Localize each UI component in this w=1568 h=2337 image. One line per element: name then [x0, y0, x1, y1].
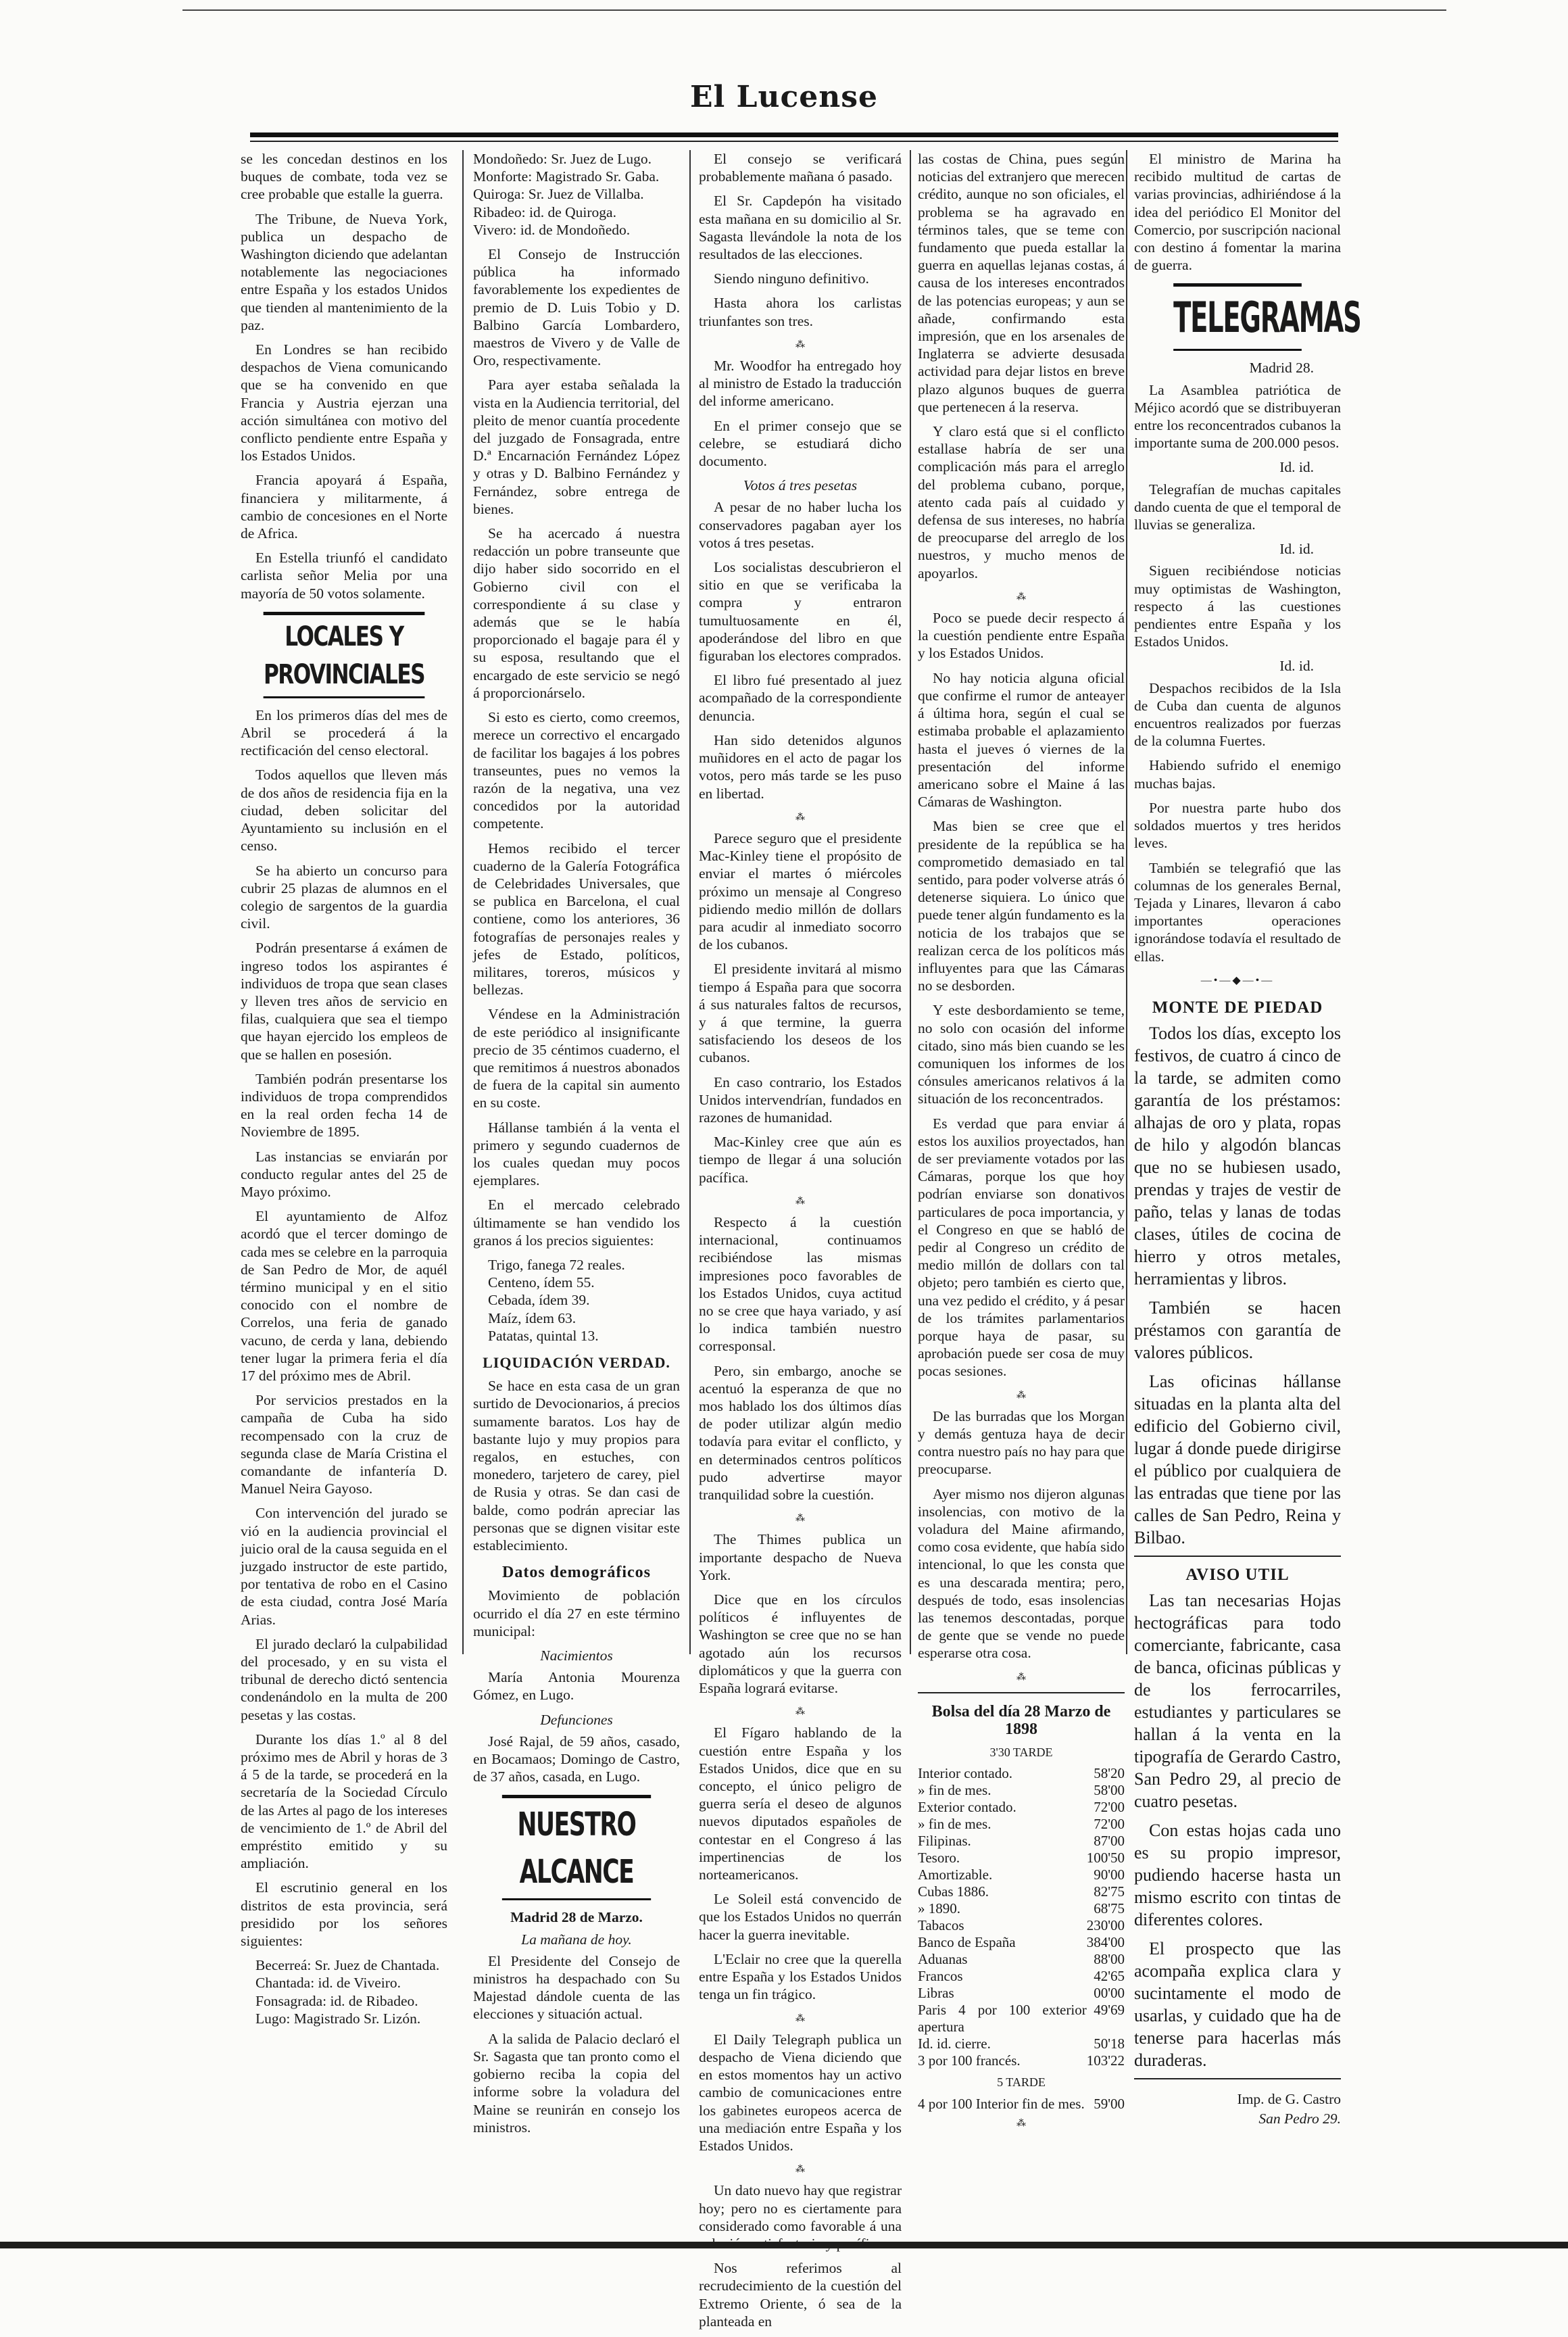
masthead-rule-thin	[250, 141, 1338, 142]
bolsa-table	[918, 1765, 1125, 2069]
paragraph: El Daily Telegraph publica un despacho de Viena diciendo que en estos momentos hay un activo cambio de comunicaciones entre los gabinetes europeos acerca de una mediación entre España y los Estados Unidos.	[699, 2031, 902, 2154]
paragraph: Todos los días, excepto los festivos, de cuatro á cinco de la tarde, se admiten como garantía de los préstamos: alhajas de oro y plata, ropas de hilo y algodón blancas que no se hubiesen usado, prendas y trajes de vestir de paño, telas y lanas de todas clases, útiles de cocina de hierro y otros metales, herramientas y libros.	[1134, 1023, 1341, 1289]
bolsa-label: Francos	[918, 1968, 963, 1985]
ornament: ⁂	[795, 2013, 805, 2024]
paragraph: Despachos recibidos de la Isla de Cuba dan cuenta de algunos encuentros realizados por fuerzas de la columna Fuertes.	[1134, 679, 1341, 750]
paragraph: Las tan necesarias Hojas hectográficas para todo comerciante, fabricante, casa de banca, oficinas públicas y de los ferrocarriles, estudiantes y particulares se hallan á la venta en la tipografía de Gerardo Castro, San Pedro 29, al precio de cuatro pesetas.	[1134, 1591, 1341, 1812]
paragraph: Durante los días 1.º al 8 del próximo mes de Abril y horas de 3 á 5 de la tarde, se procederá en la secretaría de la Sociedad Círculo de las Artes al pago de los intereses de vencimiento de 1.º de Abril del empréstito emitido y su ampliación.	[241, 1731, 447, 1872]
paragraph: Le Soleil está convencido de que los Estados Unidos no querrán hacer la guerra inevitable.	[699, 1891, 902, 1943]
paragraph: Respecto á la cuestión internacional, continuamos recibiéndose las mismas impresiones poco favorables de los Estados Unidos, cuya actitud no se cree que haya variado, y así lo indica también nuestro corresponsal.	[699, 1213, 902, 1355]
paragraph: Todos aquellos que lleven más de dos años de residencia fija en la ciudad, deben solicitar del Ayuntamiento su inclusión en el censo.	[241, 767, 447, 854]
section-heading-telegramas: TELEGRAMAS	[1173, 283, 1302, 351]
table-row	[918, 1816, 1125, 1833]
list-item: Monforte: Magistrado Sr. Gaba.	[473, 168, 660, 185]
paragraph: Dice que en los círculos políticos é influyentes de Washington se cree que no se han agotado aún los recursos diplomáticos y que la guerra con España logrará evitarse.	[699, 1591, 902, 1697]
paper-smudge	[716, 2109, 764, 2134]
ornament: ⁂	[1016, 2118, 1026, 2129]
bolsa-label: » fin de mes.	[918, 1782, 991, 1799]
paragraph: Se ha abierto un concurso para cubrir 25 plazas de alumnos en el colegio de sargentos de la guardia civil.	[241, 862, 447, 932]
paragraph: Se ha acercado á nuestra redacción un pobre transeunte que dijo haber sido socorrido en el Gobierno civil con el correspondiente á su clase y además que se le había proporcionado el bagaje para él y su esposa, resultando que el encargado de este servicio se negó á proporcionárselo.	[473, 525, 680, 701]
paragraph: Poco se puede decir respecto á la cuestión pendiente entre España y los Estados Unidos.	[918, 610, 1125, 662]
column-5	[1134, 150, 1361, 2131]
paragraph: Parece seguro que el presidente Mac-Kinley tiene el propósito de enviar el martes ó miércoles próximo un mensaje al Congreso pidiendo medio millón de dollars para acudir al inmediato socorro de los cubanos.	[699, 829, 902, 953]
list-item: Mondoñedo: Sr. Juez de Lugo.	[473, 151, 652, 167]
heading-liquidacion: LIQUIDACIÓN VERDAD.	[483, 1354, 670, 1371]
paragraph: Podrán presentarse á exámen de ingreso todos los aspirantes é individuos de tropa que sean clases y lleven tres años de servicio en filas, cualquiera que sea el tiempo que hayan ejercido los empleos de que se hallen en posesión.	[241, 940, 447, 1063]
paragraph: Para ayer estaba señalada la vista en la Audiencia territorial, del pleito de menor cuantía procedente del juzgado de Fonsagrada, entre D.ª Encarnación Fernández López y otras y D. Balbino Fernández y Fernández, sobre entrega de bienes.	[473, 377, 680, 517]
paragraph: Con intervención del jurado se vió en la audiencia provincial el juicio oral de la causa seguida en el juzgado instructor de este partido, por tentativa de robo en el Casino de esta ciudad, contra José María Arias.	[241, 1505, 447, 1628]
list-item: Vivero: id. de Mondoñedo.	[473, 221, 631, 238]
bolsa-value: 88'00	[1094, 1951, 1125, 1968]
paragraph: The Thimes publica un importante despacho de Nueva York.	[699, 1531, 902, 1583]
ornament: ⁂	[1016, 1672, 1026, 1683]
dateline: Madrid 28.	[1249, 360, 1314, 377]
paragraph: Hemos recibido el tercer cuaderno de la Galería Fotográfica de Celebridades Universales, que se publica en Barcelona, el cual contiene, como los anteriores, 36 fotografías de personajes reales y jefes de Estado, políticos, militares, toreros, músicos y bellezas.	[473, 840, 680, 998]
table-row	[918, 2035, 1125, 2052]
paragraph: En Londres se han recibido despachos de Viena comunicando que se ha convenido en que Francia y Austria ejerzan una acción simultánea con motivo del conflicto pendiente entre España y los Estados Unidos.	[241, 341, 447, 464]
paragraph: En caso contrario, los Estados Unidos intervendrían, fundados en razones de humanidad.	[699, 1074, 902, 1126]
ornament-divider: —•—◆—•—	[1200, 974, 1275, 986]
bolsa-label: Tabacos	[918, 1917, 964, 1934]
list-item: Lugo: Magistrado Sr. Lizón.	[255, 2010, 421, 2027]
bolsa-value: 82'75	[1094, 1883, 1125, 1900]
printer-credit: Imp. de G. Castro	[1237, 2091, 1341, 2108]
bolsa-value: 68'75	[1094, 1900, 1125, 1917]
subheading-nacimientos: Nacimientos	[540, 1647, 613, 1664]
list-item: Ribadeo: id. de Quiroga.	[473, 203, 616, 220]
table-row	[918, 1883, 1125, 1900]
table-row	[918, 2002, 1125, 2035]
paragraph: Si esto es cierto, como creemos, merece un correctivo el encargado de facilitar los bagajes á los pobres transeuntes, pues no vemos la razón de la negativa, una vez concedidos por la autoridad competente.	[473, 709, 680, 832]
paragraph: La Asamblea patriótica de Méjico acordó que se distribuyeran entre los reconcentrados cubanos la importante suma de 200.000 pesos.	[1134, 381, 1341, 452]
paragraph: El Presidente del Consejo de ministros ha despachado con Su Majestad dándole cuenta de las elecciones y situación actual.	[473, 1952, 680, 2023]
table-row	[918, 1866, 1125, 1883]
paragraph: Con estas hojas cada uno es su propio impresor, pudiendo hacerse hasta un mismo escrito con tintas de diferentes colores.	[1134, 1821, 1341, 1930]
paragraph: Mas bien se cree que el presidente de la república se ha comprometido demasiado en tal sentido, para poder volverse atrás ó detenerse siquiera. Lo único que puede tener algún fundamento es la noticia de los trabajos que se realizan cerca de los políticos más influyentes para que las Cámaras no se desborden.	[918, 818, 1125, 994]
ornament: ⁂	[1016, 592, 1026, 602]
column-2	[473, 150, 680, 2143]
paragraph: Se hace en esta casa de un gran surtido de Devocionarios, á precios sumamente baratos. Los hay de bastante lujo y muy propios para regalos, en estuches, con monedero, tarjetero de carey, piel de Rusia y otras. Se dan casi de balde, como podrán apreciar las personas que se dignen visitar este establecimiento.	[473, 1378, 680, 1554]
paragraph: El Consejo de Instrucción pública ha informado favorablemente los expedientes de premio de D. Luis Tobio y D. Balbino García Lombardero, maestros de Vivero y de Valle de Oro, respectivamente.	[473, 246, 680, 369]
paragraph: Y claro está que si el conflicto estallase habría de ser una complicación más para el arreglo del problema cubano, porque, atento cada país al cuidado y defensa de sus intereses, no habría de preocuparse del arreglo de los nuestros, y mucho menos de apoyarlos.	[918, 423, 1125, 581]
paragraph: Por servicios prestados en la campaña de Cuba ha sido recompensado con la cruz de segunda clase de María Cristina el comandante de infantería D. Manuel Neira Gayoso.	[241, 1392, 447, 1497]
bolsa-label: 3 por 100 francés.	[918, 2052, 1021, 2069]
ornament: ⁂	[795, 1707, 805, 1718]
paragraph: Siguen recibiéndose noticias muy optimistas de Washington, respecto á las cuestiones pendientes entre España y los Estados Unidos.	[1134, 562, 1341, 650]
paragraph: Hasta ahora los carlistas triunfantes son tres.	[699, 295, 902, 329]
bolsa-value: 72'00	[1094, 1816, 1125, 1833]
bolsa-value: 58'20	[1094, 1765, 1125, 1782]
paragraph: Mr. Woodfor ha entregado hoy al ministro de Estado la traducción del informe americano.	[699, 358, 902, 410]
table-row	[918, 1782, 1125, 1799]
bolsa-label: Tesoro.	[918, 1850, 960, 1866]
ornament: ⁂	[795, 339, 805, 350]
bolsa-time-label: 3'30 TARDE	[989, 1745, 1053, 1760]
bolsa-label: Cubas 1886.	[918, 1883, 989, 1900]
paragraph: Telegrafían de muchas capitales dando cuenta de que el temporal de lluvias se generaliza.	[1134, 481, 1341, 533]
paragraph: En Estella triunfó el candidato carlista señor Melia por una mayoría de 50 votos solamente.	[241, 550, 447, 602]
paragraph: María Antonia Mourenza Gómez, en Lugo.	[473, 1669, 680, 1704]
table-row	[918, 1765, 1125, 1782]
subheading: La mañana de hoy.	[521, 1931, 632, 1948]
table-row	[918, 1934, 1125, 1951]
table-row	[918, 1917, 1125, 1934]
paragraph: En el primer consejo que se celebre, se estudiará dicho documento.	[699, 417, 902, 470]
paragraph: Los socialistas descubrieron el sitio en que se verificaba la compra y entraron tumultuosamente en él, apoderándose del libro en que figuraban los electores comprados.	[699, 559, 902, 665]
column-1	[241, 150, 447, 2027]
dateline: Madrid 28 de Marzo.	[510, 1909, 643, 1926]
bolsa-value: 59'00	[1094, 2095, 1125, 2112]
bolsa-label: Aduanas	[918, 1951, 968, 1968]
table-row	[918, 1951, 1125, 1968]
paragraph: El Sr. Capdepón ha visitado esta mañana en su domicilio al Sr. Sagasta llevándole la nota de los resultados de las elecciones.	[699, 193, 902, 263]
bolsa-label: Paris 4 por 100 exterior apertura	[918, 2002, 1087, 2035]
ornament: ⁂	[795, 812, 805, 823]
bolsa-value: 230'00	[1086, 1917, 1125, 1934]
paragraph: Francia apoyará á España, financiera y militarmente, á cambio de concesiones en el Norte de Africa.	[241, 472, 447, 542]
paragraph: También podrán presentarse los individuos de tropa comprendidos en la real orden fecha 14 de Noviembre de 1895.	[241, 1070, 447, 1140]
dateline: Id. id.	[1279, 658, 1314, 675]
column-divider	[462, 150, 464, 1654]
paragraph: Es verdad que para enviar á estos los auxilios proyectados, han de ser previamente votados por las Cámaras, porque los que hoy podrían enviarse son donativos particulares de poca importancia, y el Congreso en que se habló de pedir al Congreso un crédito de medio millón de dollars con tal objeto; pero también es cierto que, una vez pedido el crédito, y á pesar de los trámites parlamentarios porque haya de pasar, su aprobación puede ser cosa de muy pocas sesiones.	[918, 1115, 1125, 1380]
paragraph: El jurado declaró la culpabilidad del procesado, y en su vista el tribunal de derecho dictó sentencia condenándolo en la multa de 200 pesetas y las costas.	[241, 1635, 447, 1723]
list-item: Becerreá: Sr. Juez de Chantada.	[255, 1957, 440, 1974]
column-divider	[689, 150, 691, 1654]
dateline: Id. id.	[1279, 541, 1314, 558]
subheading-defunciones: Defunciones	[540, 1711, 613, 1728]
paragraph: Un dato nuevo hay que registrar hoy; pero no es ciertamente para considerado como favorable á una	[699, 2182, 902, 2234]
bolsa-label: Amortizable.	[918, 1866, 993, 1883]
column-4	[918, 150, 1125, 2136]
paragraph: Habiendo sufrido el enemigo muchas bajas.	[1134, 757, 1341, 792]
column-3	[699, 150, 902, 2337]
ornament: ⁂	[795, 2165, 805, 2175]
column-divider	[1126, 150, 1127, 1654]
column-divider	[910, 150, 911, 1654]
paragraph: Han sido detenidos algunos muñidores en el acto de pagar los votos, pero más tarde se les puso en libertad.	[699, 731, 902, 802]
paragraph: Pero, sin embargo, anoche se acentuó la esperanza de que no mos hablado los dos últimos días de poder utilizar algún medio todavía para evitar el conflicto, y en determinados centros políticos pudo advertirse mayor tranquilidad sobre la cuestión.	[699, 1362, 902, 1503]
ornament: ⁂	[795, 1196, 805, 1207]
bolsa-label: Id. id. cierre.	[918, 2035, 991, 2052]
paragraph: Las instancias se enviarán por conducto regular antes del 25 de Mayo próximo.	[241, 1148, 447, 1200]
bolsa-label: Banco de España	[918, 1934, 1016, 1951]
bolsa-value: 87'00	[1094, 1833, 1125, 1850]
bolsa-value: 384'00	[1086, 1934, 1125, 1951]
heading-aviso-util: AVISO UTIL	[1185, 1566, 1290, 1585]
paragraph: También se telegrafió que las columnas de los generales Bernal, Tejada y Linares, llevaron á cabo importantes operaciones ignorándose todavía el resultado de ellas.	[1134, 859, 1341, 965]
paragraph: Mac-Kinley cree que aún es tiempo de llegar á una solución pacífica.	[699, 1134, 902, 1186]
heading-bolsa: Bolsa del día 28 Marzo de 1898	[931, 1702, 1111, 1739]
bottom-border	[0, 2242, 1568, 2248]
bolsa-table-late	[918, 2096, 1125, 2113]
paragraph: El libro fué presentado al juez acompañado de la correspondiente denuncia.	[699, 672, 902, 724]
paragraph: The Tribune, de Nueva York, publica un despacho de Washington diciendo que adelantan notablemente las negociaciones entre España y los estados Unidos que tienden al mantenimiento de la paz.	[241, 210, 447, 333]
paragraph: L'Eclair no cree que la querella entre España y los Estados Unidos tenga un fin trágico.	[699, 1950, 902, 2003]
paragraph: Nos referimos al recrudecimiento de la cuestión del Extremo Oriente, ó sea de la planteada en	[699, 2260, 902, 2330]
price-item: Maíz, ídem 63.	[488, 1309, 577, 1326]
bolsa-value: 42'65	[1094, 1968, 1125, 1985]
dateline: Id. id.	[1279, 459, 1314, 476]
bolsa-value: 00'00	[1094, 1985, 1125, 2002]
table-row	[918, 1968, 1125, 1985]
price-item: Trigo, fanega 72 reales.	[488, 1256, 625, 1273]
paragraph: El prospecto que las acompaña explica clara y sucintamente el modo de usarlas, y cuidado que ha de tenerse para hacerlas más duraderas.	[1134, 1939, 1341, 2071]
divider	[1134, 2078, 1341, 2079]
table-row	[918, 2052, 1125, 2069]
paragraph: Por nuestra parte hubo dos soldados muertos y tres heridos leves.	[1134, 799, 1341, 852]
bolsa-label: » fin de mes.	[918, 1816, 991, 1833]
bolsa-value: 72'00	[1094, 1799, 1125, 1816]
paragraph: En el mercado celebrado últimamente se han vendido los granos á los precios siguientes:	[473, 1197, 680, 1249]
masthead-rule-thick	[250, 132, 1338, 137]
list-item: Quiroga: Sr. Juez de Villalba.	[473, 186, 644, 203]
paragraph: Hállanse también á la venta el primero y segundo cuadernos de los cuales quedan muy pocos ejemplares.	[473, 1119, 680, 1189]
bolsa-label: Filipinas.	[918, 1833, 971, 1850]
paragraph: No hay noticia alguna oficial que confirme el rumor de anteayer á última hora, según el cual se estimaba probable el aplazamiento hasta el jueves ó viernes de la presentación del informe americano sobre el Maine á las Cámaras de Washington.	[918, 669, 1125, 811]
bolsa-label: Libras	[918, 1985, 954, 2002]
bolsa-time-label: 5 TARDE	[997, 2075, 1046, 2090]
paragraph: Ayer mismo nos dijeron algunas insolencias, con motivo de la voladura del Maine afirmando, como cosa evidente, que había sido intencional, lo que les consta que es una descarada mentira; pero, después de todo, esas insolencias las tenemos descontadas, porque de gente que se vende no puede esperarse otra cosa.	[918, 1485, 1125, 1662]
paragraph: Siendo ninguno definitivo.	[714, 270, 869, 287]
divider	[918, 1692, 1125, 1693]
table-row	[918, 1985, 1125, 2002]
ornament: ⁂	[1016, 1390, 1026, 1401]
paragraph: El consejo se verificará probablemente mañana ó pasado.	[699, 151, 902, 185]
paragraph: Movimiento de población ocurrido el día 27 en este término municipal:	[473, 1587, 680, 1639]
paragraph: El ayuntamiento de Alfoz acordó que el tercer domingo de cada mes se celebre en la parroquia de San Pedro de Mor, de aquél término municipal y en el sitio conocido con el nombre de Correlos, una feria de ganado vacuno, de cerda y lana, debiendo tener lugar la primera feria el día 17 del próximo mes de Abril.	[241, 1208, 447, 1384]
paragraph: De las burradas que los Morgan y demás gentuza haya de decir contra nuestro país no hay para que preocuparse.	[918, 1407, 1125, 1478]
price-item: Centeno, ídem 55.	[488, 1274, 595, 1291]
section-heading-locales: LOCALES Y PROVINCIALES	[264, 612, 425, 698]
list-item: Chantada: id. de Viveiro.	[255, 1975, 401, 1992]
price-item: Patatas, quintal 13.	[488, 1327, 599, 1344]
paragraph: A la salida de Palacio declaró el Sr. Sagasta que tan pronto como el gobierno reciba la copia del informe sobre la voladura del Maine se reunirán en consejo los ministros.	[473, 2030, 680, 2136]
bolsa-value: 90'00	[1094, 1866, 1125, 1883]
table-row	[918, 1850, 1125, 1866]
paragraph: se les concedan destinos en los buques de combate, toda vez se cree probable que estalle la guerra.	[241, 151, 447, 203]
paragraph: El ministro de Marina ha recibido multitud de cartas de varias provincias, adhiriéndose á la idea del periódico El Monitor del Comercio, por suscripción nacional con destino á fomentar la marina de guerra.	[1134, 151, 1341, 274]
paragraph: Las oficinas hállanse situadas en la planta alta del edificio del Gobierno civil, lugar á donde puede dirigirse el público por cualquiera de las entradas que tiene por las calles de San Pedro, Reina y Bilbao.	[1134, 1372, 1341, 1548]
top-border-line	[182, 9, 1446, 11]
bolsa-value: 100'50	[1086, 1850, 1125, 1866]
paragraph: Véndese en la Administración de este periódico al insignificante precio de 35 céntimos cuaderno, el que remitimos á nuestros abonados de fuera de la capital sin aumento en su coste.	[473, 1006, 680, 1111]
paragraph: El escrutinio general en los distritos de esta provincia, será presidido por los señores siguientes:	[241, 1879, 447, 1950]
paragraph: José Rajal, de 59 años, casado, en Bocamaos; Domingo de Castro, de 37 años, casada, en Lugo.	[473, 1733, 680, 1785]
bolsa-value: 49'69	[1094, 2002, 1125, 2019]
paragraph: Y este desbordamiento se teme, no solo con ocasión del informe citado, sino más bien cuando se les comuniquen los informes de los cónsules americanos relativos á la situación de los reconcentrados.	[918, 1002, 1125, 1107]
bolsa-label: Interior contado.	[918, 1765, 1012, 1782]
table-row	[918, 1833, 1125, 1850]
list-item: Fonsagrada: id. de Ribadeo.	[255, 1992, 418, 2009]
bolsa-value: 58'00	[1094, 1782, 1125, 1799]
price-item: Cebada, ídem 39.	[488, 1292, 590, 1309]
heading-datos-demograficos: Datos demográficos	[502, 1564, 651, 1582]
section-heading-nuestro-alcance: NUESTRO ALCANCE	[502, 1795, 651, 1900]
paragraph: En los primeros días del mes de Abril se procederá á la rectificación del censo electoral.	[241, 706, 447, 759]
bolsa-label: » 1890.	[918, 1900, 960, 1917]
bolsa-label: 4 por 100 Interior fin de mes.	[918, 2095, 1085, 2112]
table-row	[918, 1799, 1125, 1816]
paragraph: El presidente invitará al mismo tiempo á España para que socorra á sus naturales faltos de recursos, y á que termine, la guerra satisfaciendo los deseos de los cubanos.	[699, 961, 902, 1066]
table-row	[918, 1900, 1125, 1917]
bolsa-label: Exterior contado.	[918, 1799, 1016, 1816]
bolsa-value: 50'18	[1094, 2035, 1125, 2052]
divider	[1134, 1556, 1341, 1557]
table-row	[918, 2096, 1125, 2113]
paragraph: A pesar de no haber lucha los conservadores pagaban ayer los votos á tres pesetas.	[699, 499, 902, 551]
newspaper-masthead: El Lucense	[689, 80, 879, 114]
paragraph: El Fígaro hablando de la cuestión entre España y los Estados Unidos, dice que en su concepto, el único peligro de guerra sería el deseo de algunos nuevos diputados españoles de contestar en el Congreso á las impertinencias de los norteamericanos.	[699, 1725, 902, 1883]
bolsa-value: 103'22	[1086, 2052, 1125, 2069]
printer-address: San Pedro 29.	[1258, 2110, 1341, 2127]
paragraph: las costas de China, pues según noticias del extranjero que merecen crédito, aunque no son oficiales, el problema se ha agravado en términos tales, que se teme con fundamento que pueda estallar la guerra en aquellas lejanas costas, á causa de los intereses encontrados de las potencias europeas; y aun se añade, confirmando esta impresión, que en los arsenales de Inglaterra se advierte desusada actividad para dejar listos en breve plazo algunos buques de guerra que pertenecen á la reserva.	[918, 151, 1125, 415]
heading-monte-de-piedad: MONTE DE PIEDAD	[1152, 998, 1323, 1017]
ornament: ⁂	[795, 1514, 805, 1524]
subheading: Votos á tres pesetas	[743, 477, 858, 494]
paragraph: También se hacen préstamos con garantía de valores públicos.	[1134, 1298, 1341, 1363]
